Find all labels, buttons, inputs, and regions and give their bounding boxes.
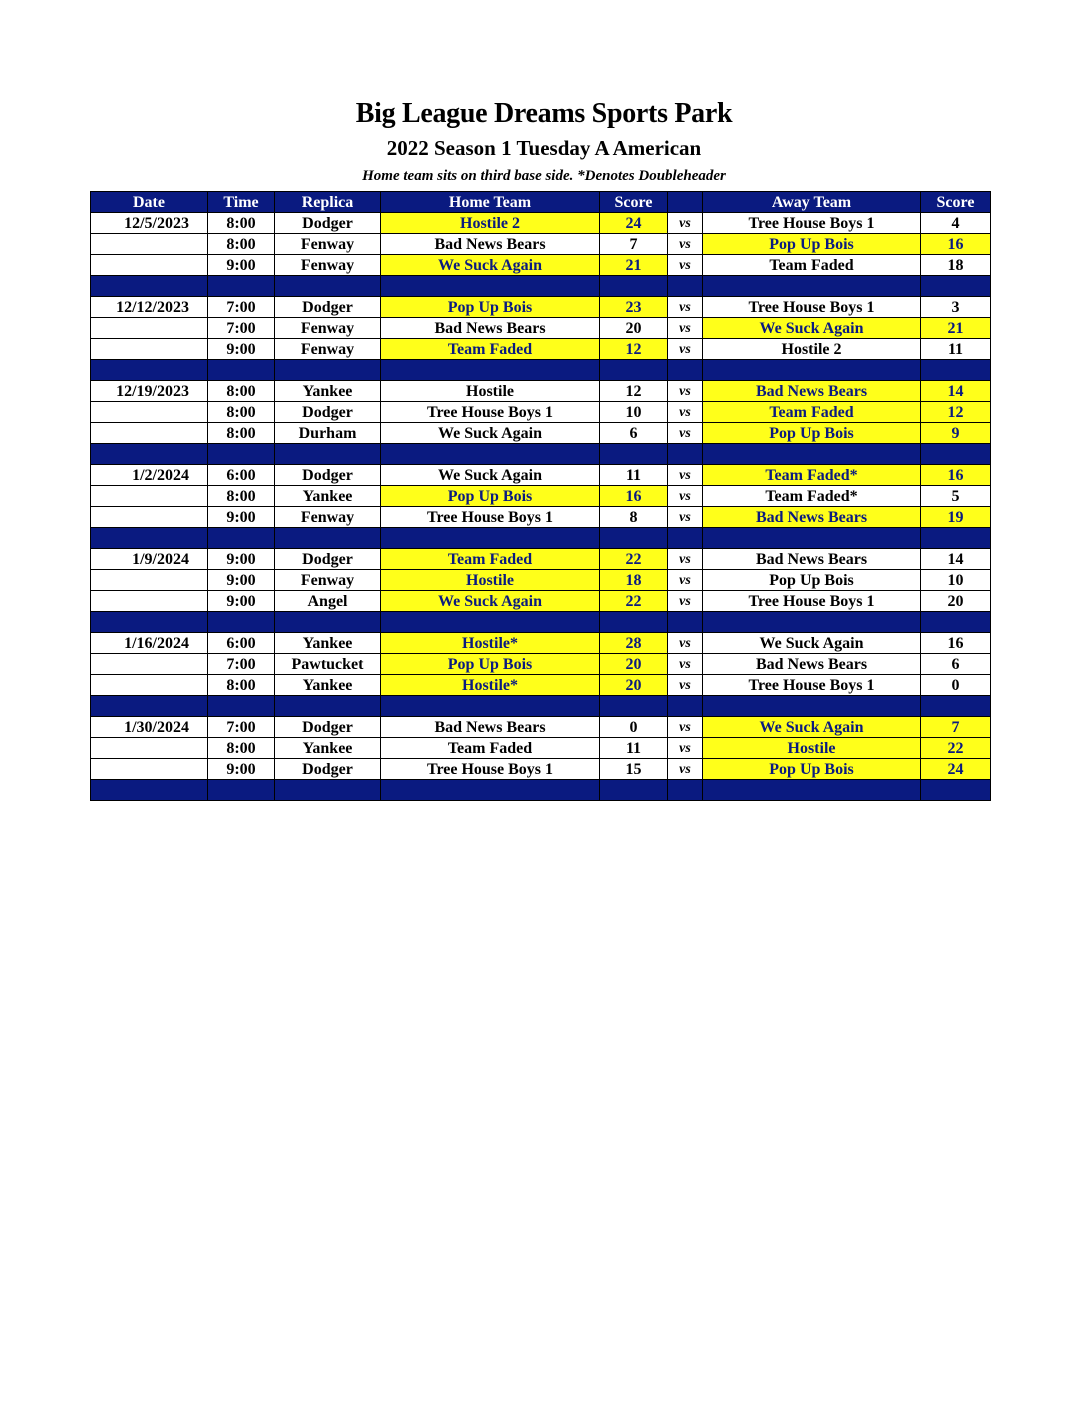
home-team: We Suck Again	[381, 255, 600, 276]
game-date	[91, 339, 208, 360]
separator-cell	[208, 696, 275, 717]
vs-label: vs	[668, 255, 703, 276]
game-replica-field: Yankee	[275, 381, 381, 402]
game-time: 9:00	[208, 255, 275, 276]
away-score: 7	[921, 717, 991, 738]
home-team: Tree House Boys 1	[381, 759, 600, 780]
game-replica-field: Dodger	[275, 549, 381, 570]
week-separator-row	[91, 444, 991, 465]
separator-cell	[275, 528, 381, 549]
separator-cell	[703, 444, 921, 465]
away-team: Pop Up Bois	[703, 570, 921, 591]
separator-cell	[668, 612, 703, 633]
home-score: 8	[600, 507, 668, 528]
table-row	[91, 675, 991, 696]
away-score: 16	[921, 234, 991, 255]
separator-cell	[600, 276, 668, 297]
home-team: Hostile*	[381, 675, 600, 696]
vs-label: vs	[668, 654, 703, 675]
separator-cell	[275, 276, 381, 297]
separator-cell	[91, 276, 208, 297]
home-team: Hostile*	[381, 633, 600, 654]
away-score: 20	[921, 591, 991, 612]
table-row	[91, 570, 991, 591]
vs-label: vs	[668, 486, 703, 507]
vs-label: vs	[668, 570, 703, 591]
vs-label: vs	[668, 549, 703, 570]
home-score: 11	[600, 465, 668, 486]
away-team: Bad News Bears	[703, 381, 921, 402]
game-replica-field: Yankee	[275, 633, 381, 654]
table-row	[91, 318, 991, 339]
game-date: 1/30/2024	[91, 717, 208, 738]
away-score: 16	[921, 633, 991, 654]
game-date: 12/19/2023	[91, 381, 208, 402]
vs-label: vs	[668, 381, 703, 402]
home-score: 18	[600, 570, 668, 591]
game-replica-field: Yankee	[275, 738, 381, 759]
separator-cell	[703, 276, 921, 297]
away-team: Tree House Boys 1	[703, 675, 921, 696]
away-score: 9	[921, 423, 991, 444]
table-row	[91, 507, 991, 528]
separator-cell	[921, 360, 991, 381]
away-score: 19	[921, 507, 991, 528]
game-date	[91, 654, 208, 675]
away-team: We Suck Again	[703, 633, 921, 654]
away-team: We Suck Again	[703, 318, 921, 339]
game-time: 9:00	[208, 549, 275, 570]
game-time: 9:00	[208, 339, 275, 360]
separator-cell	[275, 360, 381, 381]
away-team: Pop Up Bois	[703, 759, 921, 780]
game-time: 8:00	[208, 675, 275, 696]
game-date	[91, 255, 208, 276]
game-date	[91, 486, 208, 507]
home-score: 23	[600, 297, 668, 318]
separator-cell	[600, 444, 668, 465]
column-header-away-team: Away Team	[703, 192, 921, 213]
week-separator-row	[91, 612, 991, 633]
game-replica-field: Pawtucket	[275, 654, 381, 675]
away-team: Hostile	[703, 738, 921, 759]
vs-label: vs	[668, 591, 703, 612]
game-time: 9:00	[208, 759, 275, 780]
separator-cell	[381, 780, 600, 801]
week-separator-row	[91, 360, 991, 381]
separator-cell	[921, 444, 991, 465]
separator-cell	[208, 444, 275, 465]
game-replica-field: Fenway	[275, 339, 381, 360]
game-date: 1/2/2024	[91, 465, 208, 486]
separator-cell	[600, 612, 668, 633]
game-replica-field: Dodger	[275, 402, 381, 423]
game-date	[91, 507, 208, 528]
separator-cell	[275, 612, 381, 633]
away-team: Tree House Boys 1	[703, 297, 921, 318]
game-time: 8:00	[208, 486, 275, 507]
away-score: 16	[921, 465, 991, 486]
away-score: 0	[921, 675, 991, 696]
game-replica-field: Dodger	[275, 465, 381, 486]
schedule-body	[91, 213, 991, 801]
separator-cell	[275, 696, 381, 717]
away-score: 4	[921, 213, 991, 234]
separator-cell	[703, 780, 921, 801]
home-score: 10	[600, 402, 668, 423]
table-row	[91, 402, 991, 423]
away-team: We Suck Again	[703, 717, 921, 738]
game-replica-field: Fenway	[275, 234, 381, 255]
page-title: Big League Dreams Sports Park	[355, 98, 733, 129]
separator-cell	[668, 276, 703, 297]
game-date: 1/9/2024	[91, 549, 208, 570]
game-time: 7:00	[208, 297, 275, 318]
week-separator-row	[91, 276, 991, 297]
schedule-table	[90, 191, 991, 801]
table-row	[91, 759, 991, 780]
separator-cell	[381, 444, 600, 465]
game-date: 12/5/2023	[91, 213, 208, 234]
vs-label: vs	[668, 234, 703, 255]
game-time: 8:00	[208, 213, 275, 234]
home-score: 20	[600, 318, 668, 339]
away-score: 10	[921, 570, 991, 591]
separator-cell	[703, 360, 921, 381]
away-team: Pop Up Bois	[703, 234, 921, 255]
column-header-vs	[668, 192, 703, 213]
separator-cell	[921, 780, 991, 801]
game-date	[91, 759, 208, 780]
home-score: 20	[600, 654, 668, 675]
separator-cell	[381, 528, 600, 549]
away-score: 11	[921, 339, 991, 360]
vs-label: vs	[668, 339, 703, 360]
column-header-replica: Replica	[275, 192, 381, 213]
game-date	[91, 570, 208, 591]
game-date: 12/12/2023	[91, 297, 208, 318]
away-score: 22	[921, 738, 991, 759]
home-team: Bad News Bears	[381, 234, 600, 255]
away-score: 24	[921, 759, 991, 780]
table-row	[91, 465, 991, 486]
separator-cell	[921, 276, 991, 297]
away-team: Team Faded*	[703, 486, 921, 507]
away-team: Bad News Bears	[703, 654, 921, 675]
vs-label: vs	[668, 633, 703, 654]
separator-cell	[668, 528, 703, 549]
home-team: Hostile 2	[381, 213, 600, 234]
vs-label: vs	[668, 759, 703, 780]
table-row	[91, 255, 991, 276]
separator-cell	[208, 528, 275, 549]
table-row	[91, 486, 991, 507]
column-header-home-score: Score	[600, 192, 668, 213]
table-row	[91, 738, 991, 759]
separator-cell	[275, 444, 381, 465]
away-score: 14	[921, 549, 991, 570]
table-row	[91, 297, 991, 318]
game-replica-field: Fenway	[275, 255, 381, 276]
page-subtitle: 2022 Season 1 Tuesday A American	[386, 136, 702, 160]
home-score: 20	[600, 675, 668, 696]
game-date	[91, 738, 208, 759]
separator-cell	[703, 528, 921, 549]
game-date	[91, 234, 208, 255]
game-date	[91, 318, 208, 339]
table-row	[91, 213, 991, 234]
away-team: Hostile 2	[703, 339, 921, 360]
home-team: Team Faded	[381, 549, 600, 570]
separator-cell	[91, 696, 208, 717]
home-team: Pop Up Bois	[381, 486, 600, 507]
separator-cell	[381, 612, 600, 633]
table-row	[91, 654, 991, 675]
home-score: 22	[600, 591, 668, 612]
separator-cell	[381, 696, 600, 717]
game-replica-field: Fenway	[275, 318, 381, 339]
home-team: Hostile	[381, 570, 600, 591]
separator-cell	[921, 528, 991, 549]
column-header-home-team: Home Team	[381, 192, 600, 213]
game-time: 8:00	[208, 381, 275, 402]
away-team: Tree House Boys 1	[703, 591, 921, 612]
game-time: 7:00	[208, 654, 275, 675]
separator-cell	[381, 360, 600, 381]
game-time: 8:00	[208, 402, 275, 423]
table-row	[91, 549, 991, 570]
game-replica-field: Dodger	[275, 213, 381, 234]
away-score: 21	[921, 318, 991, 339]
game-time: 8:00	[208, 423, 275, 444]
game-date	[91, 402, 208, 423]
home-team: Bad News Bears	[381, 717, 600, 738]
home-team: Team Faded	[381, 339, 600, 360]
separator-cell	[275, 780, 381, 801]
week-separator-row	[91, 528, 991, 549]
away-score: 12	[921, 402, 991, 423]
separator-cell	[703, 696, 921, 717]
table-row	[91, 717, 991, 738]
vs-label: vs	[668, 423, 703, 444]
separator-cell	[668, 696, 703, 717]
separator-cell	[668, 444, 703, 465]
away-team: Team Faded	[703, 255, 921, 276]
home-score: 11	[600, 738, 668, 759]
away-team: Bad News Bears	[703, 507, 921, 528]
game-time: 8:00	[208, 738, 275, 759]
game-time: 7:00	[208, 717, 275, 738]
game-replica-field: Yankee	[275, 675, 381, 696]
vs-label: vs	[668, 675, 703, 696]
home-score: 7	[600, 234, 668, 255]
away-team: Tree House Boys 1	[703, 213, 921, 234]
separator-cell	[381, 276, 600, 297]
game-replica-field: Durham	[275, 423, 381, 444]
home-team: Hostile	[381, 381, 600, 402]
separator-cell	[703, 612, 921, 633]
away-score: 18	[921, 255, 991, 276]
home-team: We Suck Again	[381, 591, 600, 612]
week-separator-row	[91, 696, 991, 717]
away-score: 6	[921, 654, 991, 675]
game-replica-field: Dodger	[275, 759, 381, 780]
away-team: Pop Up Bois	[703, 423, 921, 444]
separator-cell	[668, 360, 703, 381]
home-score: 6	[600, 423, 668, 444]
vs-label: vs	[668, 465, 703, 486]
separator-cell	[208, 360, 275, 381]
game-replica-field: Dodger	[275, 297, 381, 318]
home-team: Pop Up Bois	[381, 654, 600, 675]
separator-cell	[600, 528, 668, 549]
separator-cell	[600, 696, 668, 717]
vs-label: vs	[668, 318, 703, 339]
vs-label: vs	[668, 738, 703, 759]
table-row	[91, 591, 991, 612]
table-row	[91, 234, 991, 255]
separator-cell	[208, 612, 275, 633]
separator-cell	[668, 780, 703, 801]
away-score: 5	[921, 486, 991, 507]
week-separator-row	[91, 780, 991, 801]
separator-cell	[921, 612, 991, 633]
table-header-row	[91, 192, 991, 213]
vs-label: vs	[668, 717, 703, 738]
home-score: 28	[600, 633, 668, 654]
game-date	[91, 591, 208, 612]
game-time: 9:00	[208, 570, 275, 591]
separator-cell	[208, 276, 275, 297]
vs-label: vs	[668, 297, 703, 318]
home-team: Tree House Boys 1	[381, 402, 600, 423]
game-date	[91, 423, 208, 444]
separator-cell	[91, 528, 208, 549]
column-header-date: Date	[91, 192, 208, 213]
separator-cell	[91, 444, 208, 465]
home-score: 12	[600, 381, 668, 402]
game-replica-field: Dodger	[275, 717, 381, 738]
game-time: 9:00	[208, 591, 275, 612]
home-team: Team Faded	[381, 738, 600, 759]
game-replica-field: Fenway	[275, 507, 381, 528]
table-row	[91, 381, 991, 402]
home-team: Pop Up Bois	[381, 297, 600, 318]
game-time: 8:00	[208, 234, 275, 255]
home-score: 15	[600, 759, 668, 780]
home-team: We Suck Again	[381, 423, 600, 444]
separator-cell	[208, 780, 275, 801]
away-score: 14	[921, 381, 991, 402]
game-time: 6:00	[208, 465, 275, 486]
home-team: Tree House Boys 1	[381, 507, 600, 528]
table-row	[91, 633, 991, 654]
separator-cell	[921, 696, 991, 717]
game-replica-field: Yankee	[275, 486, 381, 507]
separator-cell	[91, 780, 208, 801]
home-score: 16	[600, 486, 668, 507]
home-score: 21	[600, 255, 668, 276]
game-time: 6:00	[208, 633, 275, 654]
game-time: 7:00	[208, 318, 275, 339]
home-score: 0	[600, 717, 668, 738]
home-score: 24	[600, 213, 668, 234]
table-row	[91, 339, 991, 360]
separator-cell	[600, 360, 668, 381]
game-replica-field: Fenway	[275, 570, 381, 591]
separator-cell	[91, 360, 208, 381]
away-team: Team Faded	[703, 402, 921, 423]
vs-label: vs	[668, 402, 703, 423]
home-team: Bad News Bears	[381, 318, 600, 339]
home-team: We Suck Again	[381, 465, 600, 486]
vs-label: vs	[668, 507, 703, 528]
home-score: 12	[600, 339, 668, 360]
game-time: 9:00	[208, 507, 275, 528]
table-row	[91, 423, 991, 444]
game-date: 1/16/2024	[91, 633, 208, 654]
away-score: 3	[921, 297, 991, 318]
schedule-note: Home team sits on third base side. *Denotes Doubleheader	[362, 168, 726, 184]
away-team: Team Faded*	[703, 465, 921, 486]
column-header-time: Time	[208, 192, 275, 213]
vs-label: vs	[668, 213, 703, 234]
away-team: Bad News Bears	[703, 549, 921, 570]
game-replica-field: Angel	[275, 591, 381, 612]
separator-cell	[600, 780, 668, 801]
game-date	[91, 675, 208, 696]
home-score: 22	[600, 549, 668, 570]
column-header-away-score: Score	[921, 192, 991, 213]
separator-cell	[91, 612, 208, 633]
